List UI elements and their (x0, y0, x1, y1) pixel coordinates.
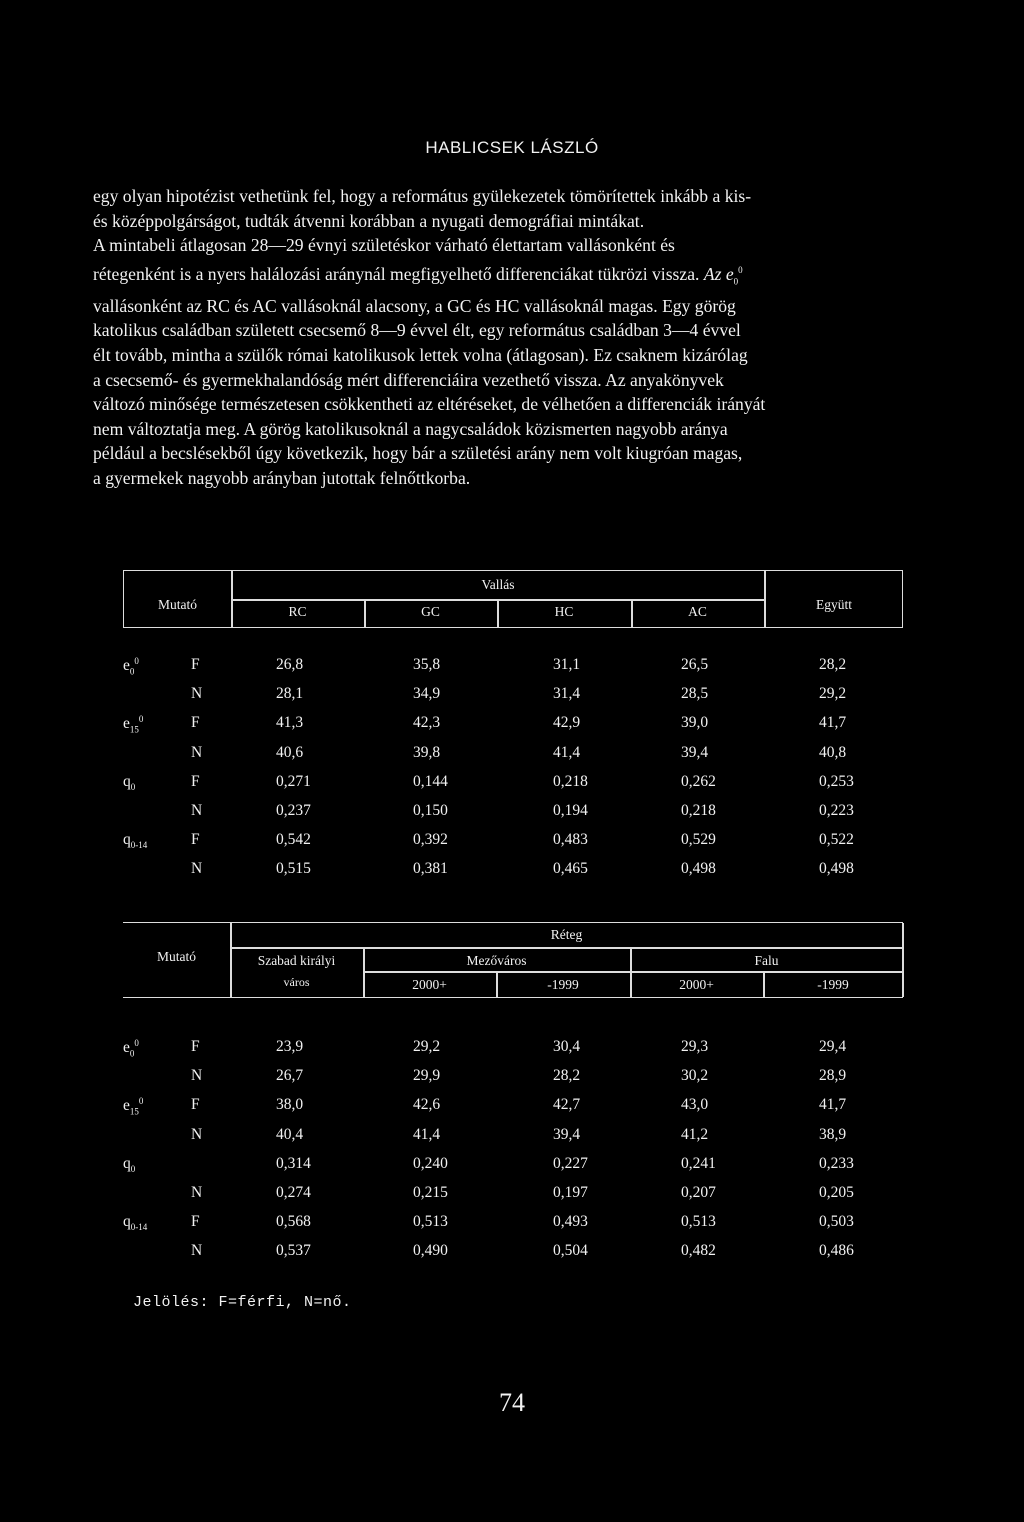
sex-label: F (191, 1096, 200, 1114)
table-cell: 0,498 (819, 860, 854, 878)
table-cell: 0,513 (681, 1213, 716, 1231)
table-cell: 41,7 (819, 1096, 847, 1114)
table-cell: 41,7 (819, 714, 847, 732)
table-cell: 0,482 (681, 1242, 716, 1260)
paragraph-line: egy olyan hipotézist vethetünk fel, hogy a református gyülekezetek tömörítettek inkább a kis- (93, 186, 752, 206)
table-row (123, 1038, 903, 1060)
table-cell: 38,0 (276, 1096, 304, 1114)
table-row (123, 1213, 903, 1235)
table-cell: 0,262 (681, 772, 716, 790)
sex-label: N (191, 802, 203, 819)
table-cell: 0,381 (413, 860, 448, 878)
table-cell: 40,8 (819, 743, 847, 761)
table-cell: 0,486 (819, 1242, 854, 1260)
table-cell: 0,241 (681, 1154, 716, 1172)
table-row (123, 773, 903, 795)
table-row (123, 1126, 903, 1148)
table-cell: 0,144 (413, 772, 448, 790)
table-row (123, 1242, 903, 1264)
sex-label: N (191, 1242, 203, 1260)
table-cell: 0,314 (276, 1154, 311, 1172)
col-gc: GC (421, 604, 440, 619)
table-cell: 39,4 (553, 1125, 581, 1143)
table-cell: 0,207 (681, 1184, 716, 1201)
indicator-label: $q_0$ (123, 772, 136, 792)
table-cell: 0,493 (553, 1213, 588, 1231)
col-group-reteg: Réteg (550, 927, 583, 942)
col-mutato: Mutató (157, 949, 196, 964)
inline-ref-sup: 0 (738, 264, 743, 275)
table-cell: 26,8 (276, 656, 304, 673)
legend-note: Jelölés: F=férfi, N=nő. (133, 1294, 352, 1311)
paragraph-line: katolikus családban született csecsemő 8—9 évvel élt, egy református családban 3—4 évvel (93, 320, 741, 341)
table-cell: 39,8 (413, 743, 441, 761)
table-cell: 0,237 (276, 802, 311, 819)
table-cell: 23,9 (276, 1038, 304, 1055)
table-cell: 41,4 (553, 743, 581, 761)
table-cell: 31,1 (553, 656, 581, 673)
table-cell: 0,503 (819, 1213, 854, 1231)
col-mezo-1999: -1999 (547, 977, 579, 992)
table-cell: 0,253 (819, 772, 854, 790)
paragraph-line: nem változtatja meg. A görög katolikusoknál a nagycsaládok közismerten nagyobb aránya (93, 418, 728, 439)
table-cell: 0,240 (413, 1154, 448, 1172)
col-ac: AC (688, 604, 707, 619)
table-cell: 42,3 (413, 714, 441, 732)
table-cell: 28,9 (819, 1067, 847, 1085)
table-cell: 39,0 (681, 714, 709, 732)
indicator-label: $e_0^0$ (123, 656, 139, 677)
col-mezo-2000: 2000+ (412, 977, 447, 992)
table-cell: 0,271 (276, 772, 311, 790)
paragraph-line: élt tovább, mintha a szülők római katolikusok lettek volna (átlagosan). Ez csaknem kizárólag (93, 344, 748, 365)
col-egyutt: Együtt (816, 597, 852, 612)
indicator-label: $q_{0-14}$ (123, 1213, 148, 1233)
table-cell: 38,9 (819, 1125, 847, 1143)
indicator-label: $e_{15}^0$ (123, 1096, 144, 1117)
col-mezovaros: Mezőváros (466, 953, 527, 968)
table-cell: 29,3 (681, 1038, 709, 1055)
table-cell: 30,4 (553, 1038, 581, 1055)
table-row (123, 1155, 903, 1177)
table-cell: 28,5 (681, 685, 709, 703)
table-row (123, 1096, 903, 1118)
table-cell: 0,465 (553, 860, 588, 878)
table-row (123, 802, 903, 824)
religion-table-header (123, 570, 903, 628)
table-cell: 0,194 (553, 802, 588, 819)
paragraph-line: és középpolgárságot, tudták átvenni korábban a nyugati demográfiai mintákat. (93, 210, 645, 231)
table-cell: 42,6 (413, 1096, 441, 1114)
table-cell: 0,568 (276, 1213, 311, 1231)
table-cell: 0,537 (276, 1242, 311, 1260)
table-cell: 0,504 (553, 1242, 588, 1260)
table-cell: 0,218 (553, 772, 588, 790)
sex-label: F (191, 1038, 200, 1055)
sex-label: F (191, 1213, 200, 1231)
table-cell: 0,513 (413, 1213, 448, 1231)
table-row (123, 685, 903, 707)
table-cell: 42,9 (553, 714, 581, 732)
table-cell: 0,392 (413, 831, 448, 849)
indicator-label: $q_0$ (123, 1154, 136, 1174)
col-hc: HC (554, 604, 574, 619)
table-cell: 29,9 (413, 1067, 441, 1085)
strata-table-header (123, 922, 903, 998)
col-rc: RC (288, 604, 307, 619)
paragraph-line: a gyermekek nagyobb arányban jutottak felnőttkorba. (93, 467, 471, 488)
table-cell: 0,227 (553, 1154, 588, 1172)
table-cell: 0,215 (413, 1184, 448, 1201)
table-cell: 0,150 (413, 802, 448, 819)
sex-label: N (191, 685, 203, 703)
table-cell: 28,1 (276, 685, 304, 703)
table-cell: 41,3 (276, 714, 304, 732)
table-cell: 42,7 (553, 1096, 581, 1114)
table-cell: 31,4 (553, 685, 581, 703)
paragraph-line: változó minősége természetesen csökkentheti az eltéréseket, de vélhetően a differenciák irányát (93, 394, 766, 415)
col-falu: Falu (754, 953, 779, 968)
table-row (123, 744, 903, 766)
table-cell: 26,5 (681, 656, 709, 673)
table-cell: 0,233 (819, 1154, 854, 1172)
col-falu-2000: 2000+ (679, 977, 714, 992)
sex-label: N (191, 1067, 203, 1085)
table-row (123, 831, 903, 853)
strata-table (123, 922, 903, 1260)
inline-ref: Az e (703, 263, 734, 284)
sex-label: N (191, 860, 203, 878)
table-row (123, 860, 903, 882)
paragraph-line: például a becslésekből úgy következik, hogy bár a születési arány nem volt kiugróan magas, (93, 443, 743, 464)
col-falu-1999: -1999 (817, 977, 849, 992)
table-cell: 29,4 (819, 1038, 847, 1055)
paragraph-line: vallásonként az RC és AC vallásoknál alacsony, a GC és HC vallásoknál magas. Egy görög (93, 295, 736, 316)
table-cell: 41,2 (681, 1125, 709, 1143)
table-cell: 0,223 (819, 802, 854, 819)
table-cell: 0,205 (819, 1184, 854, 1201)
table-row (123, 714, 903, 736)
indicator-label: $e_0^0$ (123, 1038, 139, 1059)
sex-label: F (191, 714, 200, 732)
indicator-label: $e_{15}^0$ (123, 714, 144, 735)
table-cell: 0,515 (276, 860, 311, 878)
sex-label: F (191, 656, 200, 673)
table-cell: 0,274 (276, 1184, 311, 1201)
col-szabad-varos: város (283, 975, 310, 989)
page-number: 74 (499, 1388, 525, 1417)
table-cell: 0,522 (819, 831, 854, 849)
sex-label: F (191, 831, 200, 849)
col-mutato: Mutató (158, 597, 197, 612)
table-cell: 35,8 (413, 656, 441, 673)
table-cell: 0,529 (681, 831, 716, 849)
table-cell: 30,2 (681, 1067, 709, 1085)
table-cell: 43,0 (681, 1096, 709, 1114)
table-cell: 34,9 (413, 685, 441, 703)
table-cell: 40,4 (276, 1125, 304, 1143)
table-cell: 29,2 (819, 685, 847, 703)
body-paragraph (93, 184, 934, 491)
table-cell: 26,7 (276, 1067, 304, 1085)
table-cell: 0,498 (681, 860, 716, 878)
col-szabad-kiralyi: Szabad királyi (257, 953, 336, 968)
sex-label: F (191, 772, 200, 790)
running-head: HABLICSEK LÁSZLÓ (425, 138, 599, 157)
table-cell: 28,2 (819, 656, 847, 673)
table-cell: 0,483 (553, 831, 588, 849)
table-row (123, 1067, 903, 1089)
indicator-label: $q_{0-14}$ (123, 831, 148, 851)
table-row (123, 1184, 903, 1206)
sex-label: N (191, 1125, 203, 1143)
paragraph-line (93, 258, 934, 294)
sex-label: N (191, 743, 203, 761)
table-cell: 39,4 (681, 743, 709, 761)
religion-table (123, 570, 903, 878)
table-cell: 0,490 (413, 1242, 448, 1260)
table-cell: 0,542 (276, 831, 311, 849)
table-cell: 41,4 (413, 1125, 441, 1143)
paragraph-line: A mintabeli átlagosan 28—29 évnyi születéskor várható élettartam vallásonként és (93, 235, 675, 256)
table-cell: 40,6 (276, 743, 304, 761)
inline-ref-sub: 0 (733, 276, 739, 287)
table-cell: 0,197 (553, 1184, 588, 1201)
col-group-vallas: Vallás (481, 577, 515, 592)
paragraph-line: a csecsemő- és gyermekhalandóság mért differenciáira vezethető vissza. Az anyakönyvek (93, 369, 724, 390)
table-cell: 0,218 (681, 802, 716, 819)
table-cell: 29,2 (413, 1038, 441, 1055)
sex-label: N (191, 1184, 203, 1201)
table-row (123, 656, 903, 678)
table-cell: 28,2 (553, 1067, 581, 1085)
paragraph-line-text: rétegenként is a nyers halálozási aránynál megfigyelhető differenciákat tükrözi vissza. (93, 263, 700, 284)
